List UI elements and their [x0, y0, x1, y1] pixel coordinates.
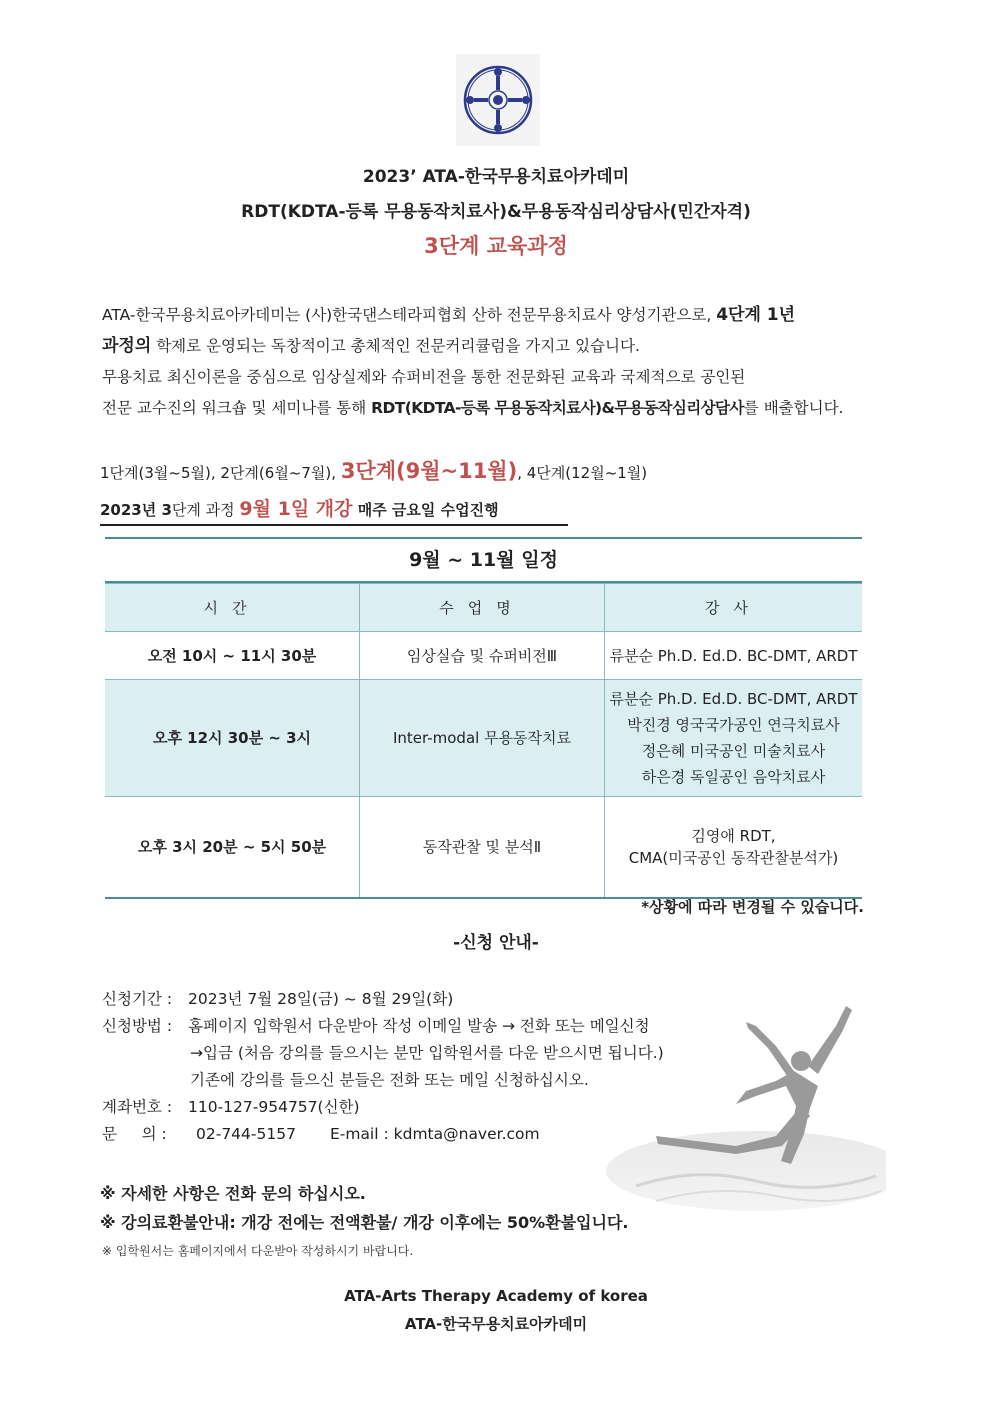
footer-line-1: ATA-Arts Therapy Academy of korea [344, 1287, 648, 1305]
intro-emphasis-2: 과정의 [102, 336, 152, 356]
opening-part-3: 매주 금요일 수업진행 [352, 501, 499, 519]
schedule-title: 9월 ~ 11월 일정 [105, 537, 862, 583]
instructor: 박진경 영국국가공인 연극치료사 [627, 716, 840, 734]
intro-line-1: ATA-한국무용치료아카데미는 (사)한국댄스테라피협회 산하 전문무용치료사 양성기관으로, [102, 306, 717, 324]
schedule-table [105, 537, 862, 899]
method-line-1: 홈페이지 입학원서 다운받아 작성 이메일 발송 → 전화 또는 메일신청 [188, 1017, 650, 1035]
table-row [105, 632, 862, 680]
method-label: 신청방법 : [102, 1017, 173, 1035]
table-row [105, 680, 862, 797]
stages-line [100, 455, 647, 485]
method-line-3: 기존에 강의를 들으신 분들은 전화 또는 메일 신청하십시오. [190, 1071, 589, 1089]
period-label: 신청기간 : [102, 990, 173, 1008]
intro-emphasis-1: 4단계 1년 [716, 305, 796, 325]
footer-line-2: ATA-한국무용치료아카데미 [404, 1315, 588, 1333]
opening-line [100, 494, 568, 526]
opening-highlight: 9월 1일 개강 [239, 498, 353, 520]
application-title: -신청 안내- [453, 933, 539, 953]
account-label: 계좌번호 : [102, 1098, 173, 1116]
row-time: 오후 12시 30분 ~ 3시 [105, 680, 360, 797]
row-time: 오후 3시 20분 ~ 5시 50분 [105, 797, 360, 899]
instructor: 류분순 Ph.D. Ed.D. BC-DMT, ARDT [609, 690, 858, 708]
row-course: 임상실습 및 슈퍼비전Ⅲ [360, 632, 605, 680]
header-instructor: 강사 [605, 584, 863, 632]
stages-before: 1단계(3월~5월), 2단계(6월~7월), [100, 464, 341, 482]
instructor: 하은경 독일공인 음악치료사 [641, 768, 826, 786]
intro-line-4-end: 를 배출합니다. [743, 399, 844, 417]
opening-part-1: 2023년 3 [100, 501, 172, 519]
title-line-3: 3단계 교육과정 [424, 234, 568, 258]
row-instructors [605, 680, 863, 797]
title-line-2: RDT(KDTA-등록 무용동작치료사)&무용동작심리상담사(민간자격) [241, 202, 751, 222]
instructor: CMA(미국공인 동작관찰분석가) [628, 849, 839, 867]
account-value: 110-127-954757(신한) [188, 1098, 360, 1116]
application-info [102, 986, 802, 1148]
intro-bold-4: RDT(KDTA-등록 무용동작치료사)&무용동작심리상담사 [371, 399, 744, 417]
period-value: 2023년 7월 28일(금) ~ 8월 29일(화) [188, 990, 454, 1008]
row-instructors [605, 797, 863, 899]
header-course: 수업명 [360, 584, 605, 632]
row-course: 동작관찰 및 분석Ⅱ [360, 797, 605, 899]
intro-line-2: 학제로 운영되는 독창적이고 총체적인 전문커리큘럼을 가지고 있습니다. [151, 337, 640, 355]
row-instructor: 류분순 Ph.D. Ed.D. BC-DMT, ARDT [605, 632, 863, 680]
contact-phone: 02-744-5157 [196, 1125, 296, 1143]
notice-detail: ※ 자세한 사항은 전화 문의 하십시오. [100, 1184, 366, 1203]
instructor: 김영애 RDT, [691, 827, 776, 845]
academy-logo-icon [456, 54, 540, 146]
notice-refund: ※ 강의료환불안내: 개강 전에는 전액환불/ 개강 이후에는 50%환불입니다. [100, 1213, 629, 1232]
intro-line-3: 무용치료 최신이론을 중심으로 임상실제와 슈퍼비전을 통한 전문화된 교육과 국제적으로 공인된 [102, 368, 746, 386]
stages-highlight: 3단계(9월~11월) [340, 459, 518, 483]
row-time: 오전 10시 ~ 11시 30분 [105, 632, 360, 680]
notice-small: ※ 입학원서는 홈페이지에서 다운받아 작성하시기 바랍니다. [102, 1244, 414, 1258]
intro-paragraph [102, 300, 902, 424]
schedule-note: *상황에 따라 변경될 수 있습니다. [641, 898, 864, 916]
opening-part-2: 단계 과정 [171, 501, 240, 519]
table-row [105, 797, 862, 899]
instructor: 정은혜 미국공인 미술치료사 [641, 742, 826, 760]
title-line-1: 2023’ ATA-한국무용치료아카데미 [362, 167, 630, 187]
row-course: Inter-modal 무용동작치료 [360, 680, 605, 797]
intro-line-4: 전문 교수진의 워크숍 및 세미나를 통해 [102, 399, 372, 417]
contact-email: E-mail : kdmta@naver.com [329, 1125, 540, 1143]
header-time: 시간 [105, 584, 360, 632]
stages-after: , 4단계(12월~1월) [517, 464, 648, 482]
method-line-2: →입금 (처음 강의를 들으시는 분만 입학원서를 다운 받으시면 됩니다.) [190, 1044, 664, 1062]
contact-label: 문 의 : [102, 1125, 167, 1143]
